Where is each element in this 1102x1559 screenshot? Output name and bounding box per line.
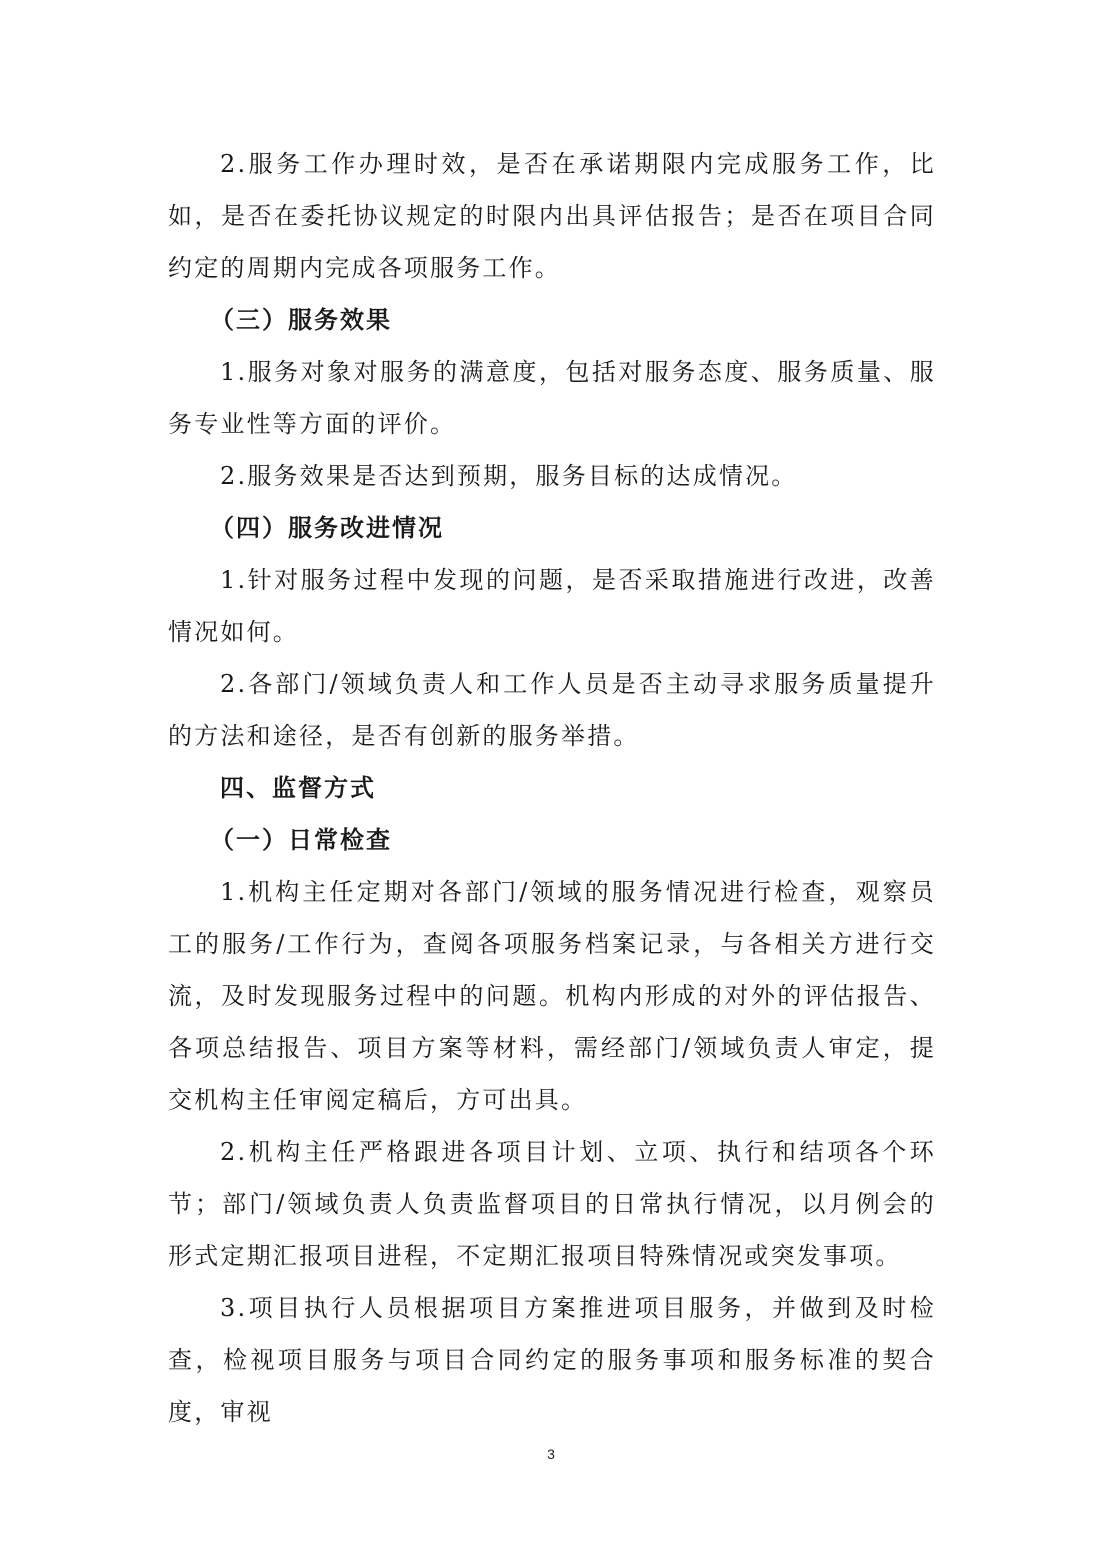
heading-supervision-method: 四、监督方式: [220, 774, 376, 802]
para-improvement-measures: 1.针对服务过程中发现的问题，是否采取措施进行改进，改善情况如何。: [168, 566, 936, 646]
para-project-execution: 3.项目执行人员根据项目方案推进项目服务，并做到及时检查，检视项目服务与项目合同约定的服务事项和服务标准的契合度，审视: [168, 1294, 936, 1426]
heading-daily-inspection: （一）日常检查: [210, 826, 392, 854]
para-director-inspection: 1.机构主任定期对各部门/领域的服务情况进行检查，观察员工的服务/工作行为，查阅各项服务档案记录，与各相关方进行交流，及时发现服务过程中的问题。机构内形成的对外的评估报告、各项总结报告、项目方案等材料，需经部门/领域负责人审定，提交机构主任审阅定稿后，方可出具。: [168, 878, 936, 1114]
heading-service-improvement: （四）服务改进情况: [210, 514, 444, 542]
para-timeliness: 2.服务工作办理时效，是否在承诺期限内完成服务工作，比如，是否在委托协议规定的时限内出具评估报告；是否在项目合同约定的周期内完成各项服务工作。: [168, 150, 936, 282]
page-number: 3: [547, 1446, 555, 1462]
para-project-followup: 2.机构主任严格跟进各项目计划、立项、执行和结项各个环节；部门/领域负责人负责监督项目的日常执行情况，以月例会的形式定期汇报项目进程，不定期汇报项目特殊情况或突发事项。: [168, 1138, 936, 1270]
document-body: [168, 138, 936, 1438]
para-satisfaction: 1.服务对象对服务的满意度，包括对服务态度、服务质量、服务专业性等方面的评价。: [168, 358, 936, 438]
heading-service-effect: （三）服务效果: [210, 306, 392, 334]
para-quality-upgrade: 2.各部门/领域负责人和工作人员是否主动寻求服务质量提升的方法和途径，是否有创新的服务举措。: [168, 670, 936, 750]
para-expected-effect: 2.服务效果是否达到预期，服务目标的达成情况。: [220, 462, 798, 490]
